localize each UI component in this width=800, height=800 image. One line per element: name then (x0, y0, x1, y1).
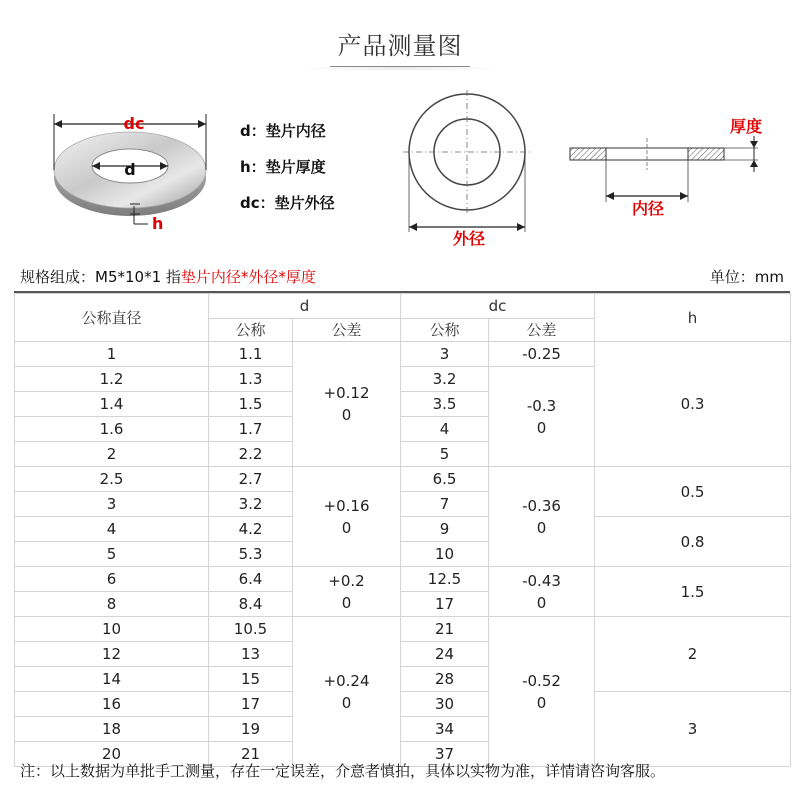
cell-d-nominal: 21 (209, 742, 293, 767)
cell-dc-tolerance-line: 0 (536, 693, 547, 712)
cell-dc-tolerance-line: -0.25 (522, 345, 561, 363)
legend-dc: dc：垫片外径 (240, 194, 335, 212)
h-label: h (152, 214, 164, 233)
cell-d-tolerance-line: +0.12 (323, 384, 370, 402)
table-row (15, 567, 791, 592)
cell-dc-nominal: 21 (401, 617, 489, 642)
cell-dc-tolerance-line: -0.36 (522, 496, 561, 515)
subheader-dc-tolerance: 公差 (489, 319, 595, 342)
cell-dc-tolerance-line: -0.43 (522, 571, 561, 590)
cell-dc-nominal: 9 (401, 517, 489, 542)
cell-dc-nominal: 28 (401, 667, 489, 692)
cell-d-nominal: 10.5 (209, 617, 293, 642)
cell-nominal-diameter: 1.4 (15, 392, 209, 417)
cell-d-nominal: 8.4 (209, 592, 293, 617)
header-nominal-diameter: 公称直径 (15, 294, 209, 342)
header-dc: dc (401, 294, 595, 319)
table-row (15, 467, 791, 492)
cell-d-nominal: 2.2 (209, 442, 293, 467)
table-row (15, 342, 791, 367)
cell-dc-tolerance (489, 367, 595, 467)
cell-nominal-diameter: 1.2 (15, 367, 209, 392)
cell-h: 3 (595, 692, 791, 767)
front-view-diagram (395, 90, 545, 250)
cell-dc-nominal: 17 (401, 592, 489, 617)
cell-nominal-diameter: 18 (15, 717, 209, 742)
cell-nominal-diameter: 2 (15, 442, 209, 467)
cell-d-tolerance (293, 617, 401, 767)
dimension-legend (240, 118, 335, 226)
header-h: h (595, 294, 791, 342)
cell-d-nominal: 1.1 (209, 342, 293, 367)
cell-d-tolerance (293, 342, 401, 467)
cell-d-nominal: 19 (209, 717, 293, 742)
cell-dc-nominal: 7 (401, 492, 489, 517)
disclaimer-note: 注：以上数据为单批手工测量，存在一定误差，介意者慎拍，具体以实物为准，详情请咨询客服。 (20, 762, 666, 780)
cell-dc-nominal: 3.2 (401, 367, 489, 392)
cell-nominal-diameter: 6 (15, 567, 209, 592)
cell-nominal-diameter: 20 (15, 742, 209, 767)
page-title: 产品测量图 (337, 32, 463, 60)
unit-label: 单位：mm (709, 268, 784, 286)
cell-d-nominal: 3.2 (209, 492, 293, 517)
cell-dc-tolerance (489, 617, 595, 767)
side-view-diagram (560, 110, 780, 225)
cell-d-tolerance-line: 0 (341, 693, 352, 712)
washer-illustration (40, 100, 230, 240)
cell-nominal-diameter: 5 (15, 542, 209, 567)
cell-nominal-diameter: 2.5 (15, 467, 209, 492)
cell-dc-tolerance (489, 342, 595, 367)
cell-dc-nominal: 3 (401, 342, 489, 367)
cell-d-tolerance (293, 467, 401, 567)
cell-d-nominal: 5.3 (209, 542, 293, 567)
cell-dc-tolerance (489, 467, 595, 567)
cell-d-tolerance-line: +0.16 (323, 496, 370, 515)
table-header-row (15, 294, 791, 319)
cell-d-nominal: 1.3 (209, 367, 293, 392)
table-row (15, 517, 791, 542)
title-underline (330, 66, 470, 67)
cell-d-tolerance-line: +0.24 (323, 671, 370, 690)
d-label: d (124, 160, 136, 179)
cell-d-tolerance-line: 0 (341, 406, 352, 424)
cell-h: 0.8 (595, 517, 791, 567)
cell-nominal-diameter: 4 (15, 517, 209, 542)
dimension-table (14, 293, 791, 767)
cell-dc-nominal: 24 (401, 642, 489, 667)
cell-dc-nominal: 34 (401, 717, 489, 742)
cell-d-nominal: 15 (209, 667, 293, 692)
cell-nominal-diameter: 10 (15, 617, 209, 642)
cell-dc-nominal: 37 (401, 742, 489, 767)
cell-dc-tolerance-line: -0.3 (526, 396, 557, 415)
spec-description (20, 266, 316, 287)
cell-nominal-diameter: 8 (15, 592, 209, 617)
cell-nominal-diameter: 14 (15, 667, 209, 692)
subheader-d-nominal: 公称 (209, 319, 293, 342)
cell-h: 1.5 (595, 567, 791, 617)
cell-d-tolerance-line: +0.2 (328, 571, 365, 590)
cell-dc-tolerance-line: -0.52 (522, 671, 561, 690)
spec-prefix: 规格组成：M5*10*1 指 (20, 268, 181, 286)
cell-dc-nominal: 3.5 (401, 392, 489, 417)
cell-d-nominal: 2.7 (209, 467, 293, 492)
cell-d-tolerance (293, 567, 401, 617)
cell-nominal-diameter: 1.6 (15, 417, 209, 442)
cell-dc-nominal: 4 (401, 417, 489, 442)
cell-nominal-diameter: 1 (15, 342, 209, 367)
cell-dc-nominal: 5 (401, 442, 489, 467)
thickness-label: 厚度 (729, 117, 763, 136)
cell-nominal-diameter: 3 (15, 492, 209, 517)
dc-label: dc (123, 114, 145, 133)
cell-dc-tolerance-line: 0 (536, 593, 547, 612)
cell-dc-tolerance-line: 0 (536, 518, 547, 537)
cell-h: 0.5 (595, 467, 791, 517)
cell-d-nominal: 1.7 (209, 417, 293, 442)
legend-d: d：垫片内径 (240, 122, 326, 140)
subheader-d-tolerance: 公差 (293, 319, 401, 342)
table-row (15, 692, 791, 717)
cell-dc-nominal: 6.5 (401, 467, 489, 492)
inner-diameter-label: 内径 (631, 199, 665, 218)
cell-h: 2 (595, 617, 791, 692)
cell-nominal-diameter: 12 (15, 642, 209, 667)
title-underline-shadow (300, 67, 500, 70)
table-row (15, 617, 791, 642)
cell-dc-tolerance-line: 0 (536, 418, 547, 437)
cell-d-tolerance-line: 0 (341, 518, 352, 537)
cell-dc-nominal: 10 (401, 542, 489, 567)
outer-diameter-label: 外径 (452, 229, 486, 248)
cell-d-nominal: 1.5 (209, 392, 293, 417)
cell-d-nominal: 4.2 (209, 517, 293, 542)
cell-h: 0.3 (595, 342, 791, 467)
cell-dc-nominal: 30 (401, 692, 489, 717)
cell-d-tolerance-line: 0 (341, 593, 352, 612)
cell-nominal-diameter: 16 (15, 692, 209, 717)
cell-dc-nominal: 12.5 (401, 567, 489, 592)
spec-highlight: 垫片内径*外径*厚度 (180, 268, 316, 286)
subheader-dc-nominal: 公称 (401, 319, 489, 342)
cell-d-nominal: 13 (209, 642, 293, 667)
cell-d-nominal: 17 (209, 692, 293, 717)
cell-dc-tolerance (489, 567, 595, 617)
legend-h: h：垫片厚度 (240, 158, 326, 176)
cell-d-nominal: 6.4 (209, 567, 293, 592)
header-d: d (209, 294, 401, 319)
